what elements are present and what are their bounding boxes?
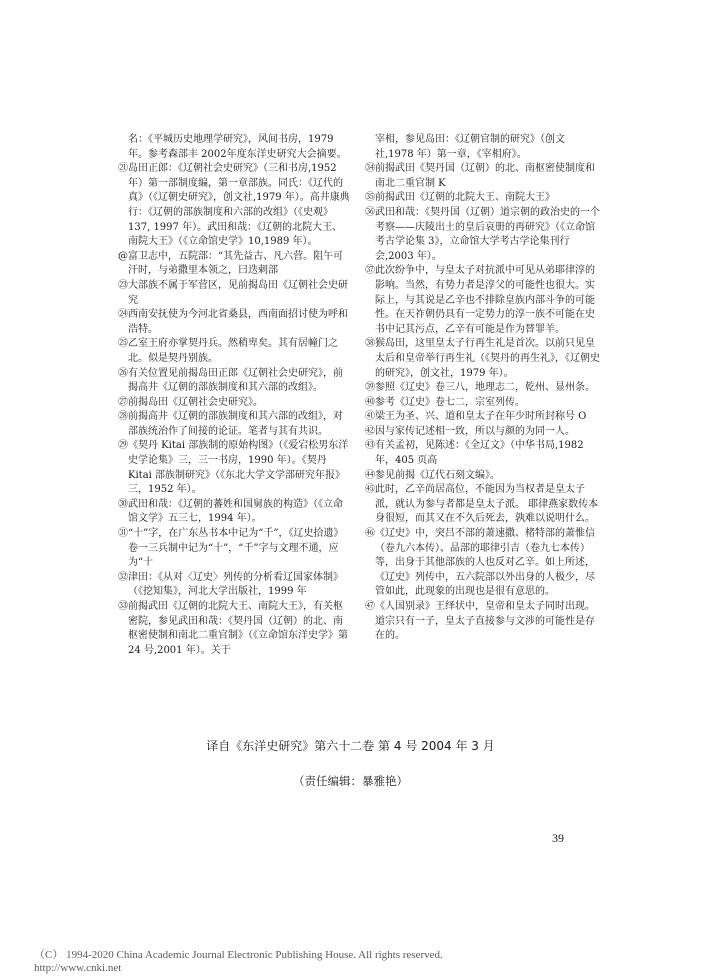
- footnote: ㊼《人国别录》王绎状中，皇帝和皇太子同时出现。道宗只有一子，皇太子直接参与文涉的可能性是存在的。: [365, 601, 595, 642]
- footnote: ㊳猴岛田，这里皇太子行再生礼是首次。以前只见皇太后和皇帝举行再生礼（《契丹的再生礼》，《辽朝史的研究》，创文社，1979 年）。: [365, 338, 600, 379]
- right-column: [365, 133, 601, 644]
- footnote: ㊹参见前揭《辽代石刻文编》。: [365, 469, 500, 481]
- footnote: ㉔西南安抚使为今河北省桑县，西南面招讨使为呼和浩特。: [118, 309, 348, 335]
- responsible-editor: （责任编辑：暴雅艳）: [293, 774, 408, 788]
- footnote: ㉘前揭高井《辽朝的部族制度和其六部的改组》，对部族统治作了间接的论证。笔者与其有共识。: [118, 411, 343, 437]
- footnote: ㉚武田和哉：《辽朝的蕃姓和国舅族的构造》（《立命馆文学》五三七，1994 年）。: [118, 498, 343, 525]
- footnote: ㉙《契丹 Kitai 部族制的原始构图》（《爱宕松男东洋史学论集》三，三一书房，1990 年）。《契丹 Kitai 部族制研究》（《东北大学文学部研究年报》三，1952 年）。: [118, 440, 349, 496]
- footnote: ㊻《辽史》中，突吕不部的萧速撒、楮特部的萧惟信（卷九六本传）、品部的耶律引吉（卷九七本传）等，出身于其他部族的人也反对乙辛。如上所述，《辽史》列传中，五六院部以外出身的人极少，尽管如此，此现象的出现也是很有意思的。: [365, 528, 595, 598]
- footnote: ㉖有关位置见前揭岛田正郎《辽朝社会史研究》，前揭高井《辽朝的部族制度和其六部的改组》。: [118, 367, 343, 394]
- footnote: ㊵参考《辽史》卷七二，宗室列传。: [365, 396, 525, 408]
- copyright-notice: （C） 1994-2020 China Academic Journal Electronic Publishing House. All rights reserved.: [34, 949, 443, 961]
- footnote: ㉛“十”字，在广东丛书本中记为“千”，《辽史拾遗》卷一三兵制中记为“十”，“千”字与文理不通，应为“十: [118, 528, 344, 569]
- footnote: ㊸有关孟初，见陈述：《全辽文》（中华书局,1982 年，405 页高: [365, 440, 584, 467]
- footnote-continuation: 宰相，参见岛田：《辽朝官制的研究》（创文社,1978 年）第一章，《宰相府》。: [375, 134, 565, 160]
- website-link[interactable]: http://www.cnki.net: [34, 962, 122, 974]
- footnote: ㉑岛田正郎：《辽朝社会史研究》（三和书房,1952年）第一部制度编，第一章部族。同氏：《辽代的真》（《辽朝史研究》，创文社,1979 年）。高井康典行：《辽朝的部族制度和六部的改组》（《史观》137, 1997 年）。武田和哉：《辽朝的北院大王、南院大王》（《立命馆史学》10,1989 年）。: [118, 163, 350, 248]
- footnote: ㉝前揭武田《辽朝的北院大王、南院大王》，有关枢密院，参见武田和哉：《契丹国（辽朝）的北、南枢密使制和南北二重官制》（《立命馆东洋史学》第 24 号,2001 年）。关于: [118, 601, 348, 656]
- footnote: ㉓大部族不属于军营区，见前揭岛田《辽朝社会史研究: [118, 279, 348, 306]
- footnote: ㊺此时，乙辛尚居高位，不能因为当权者是皇太子派，就认为参与者都是皇太子派。 耶律燕家数传本身很短，而其又在不久后死去，孰难以说明什么。: [365, 484, 599, 525]
- footnote: ㊱武田和哉：《契丹国（辽朝）道宗朝的政治史的一个考察——庆陵出土的皇后哀册的再研究》（《立命馆考古学论集 3》，立命馆大学考古学论集刊行会,2003 年）。: [365, 206, 600, 262]
- source-citation: 译自《东洋史研究》第六十二卷 第 4 号 2004 年 3 月: [206, 739, 495, 753]
- footnote: ㉞前揭武田《契丹国（辽朝）的北、南枢密使制度和南北二重官制 K: [365, 163, 595, 189]
- footnote: ㊴参照《辽史》卷三八，地理志二，乾州、显州条。: [365, 382, 595, 394]
- footnote: ㉟前揭武田《辽朝的北院大王、南院大王》: [365, 192, 555, 204]
- footnote-continuation: 名：《平城历史地理学研究》，风间书房，1979年。参考森部丰 2002年度东洋史研究大会摘要。: [128, 134, 347, 160]
- footnote: ㊶梁王为圣、兴、道和皇太子在年少时所封称号 O: [365, 411, 587, 423]
- footnote: ㊷因与家传记述相一致，所以与颜的为同一人。: [365, 425, 575, 437]
- page-number: 39: [552, 831, 564, 845]
- footnote: ㉕乙室王府亦掌契丹兵。然稍卑矣。其有居幢门之北。似是契丹别族。: [118, 338, 338, 364]
- left-column: [118, 133, 350, 658]
- footnote: ㉗前揭岛田《辽朝社会史研究》。: [118, 396, 263, 408]
- footnote: ㉜津田：《从对〈辽史〉列传的分析看辽国家体制》（《挖知集》，河北大学出版社，1999 年: [118, 571, 343, 598]
- footnote: ㊲此次纷争中，与皇太子对抗派中可见从弟耶律淳的影响。当然，有势力者是淳父的可能性也很大。实际上，与其说是乙辛也不排除皇族内部斗争的可能性。在天祚朝仍具有一定势力的淳一族不可能在史书中记其污点，乙辛有可能是作为替罪羊。: [365, 265, 595, 335]
- footnote: @富卫志中，五院部：“其先益古、凡六营。阻午可汗时，与弟撒里本领之，曰迭剌部: [118, 250, 344, 277]
